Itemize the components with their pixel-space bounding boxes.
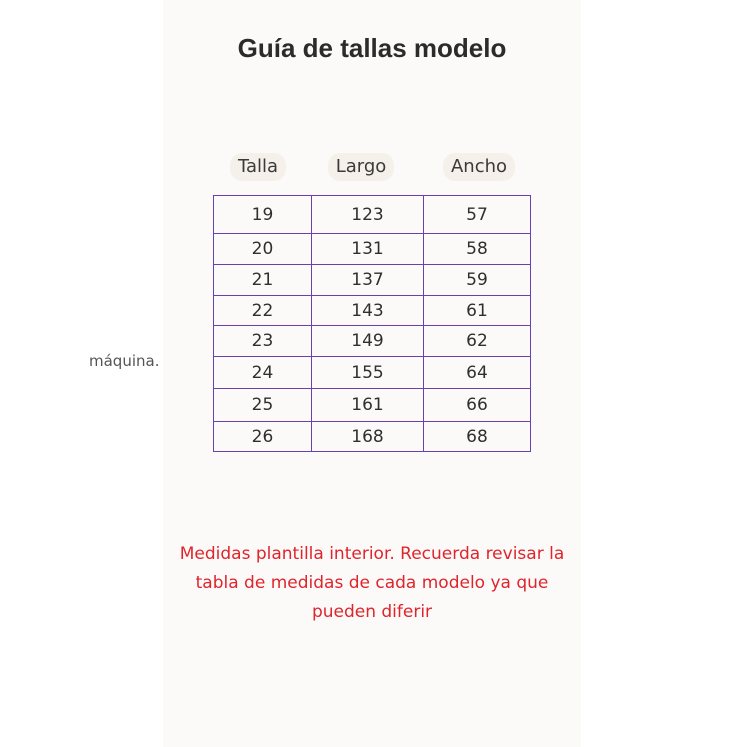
cell-largo: 143 [312, 296, 424, 326]
cell-largo: 123 [312, 196, 424, 234]
table-row [214, 234, 531, 265]
table-row [214, 196, 531, 234]
cell-ancho: 58 [424, 234, 531, 265]
cell-largo: 149 [312, 326, 424, 357]
cell-ancho: 62 [424, 326, 531, 357]
cell-largo: 168 [312, 422, 424, 452]
cell-talla: 19 [214, 196, 312, 234]
notice-line: pueden diferir [311, 602, 433, 622]
cell-ancho: 57 [424, 196, 531, 234]
notice-line: Medidas plantilla interior. Recuerda revisar la [179, 544, 565, 564]
notice-line: tabla de medidas de cada modelo ya que [195, 573, 549, 593]
cell-talla: 24 [214, 357, 312, 389]
column-header-ancho: Ancho [443, 153, 515, 181]
cell-ancho: 64 [424, 357, 531, 389]
side-note: máquina. [89, 352, 160, 370]
cell-largo: 155 [312, 357, 424, 389]
column-header-largo: Largo [328, 153, 394, 181]
table-row [214, 389, 531, 422]
size-notice [163, 540, 581, 627]
cell-talla: 23 [214, 326, 312, 357]
cell-largo: 137 [312, 265, 424, 296]
page-title: Guía de tallas modelo [237, 33, 507, 63]
cell-ancho: 61 [424, 296, 531, 326]
cell-largo: 161 [312, 389, 424, 422]
cell-talla: 26 [214, 422, 312, 452]
table-row [214, 357, 531, 389]
table-row [214, 422, 531, 452]
table-row [214, 265, 531, 296]
cell-ancho: 68 [424, 422, 531, 452]
cell-talla: 22 [214, 296, 312, 326]
column-header-talla: Talla [230, 153, 286, 181]
cell-ancho: 66 [424, 389, 531, 422]
cell-ancho: 59 [424, 265, 531, 296]
table-row [214, 296, 531, 326]
cell-talla: 21 [214, 265, 312, 296]
size-table [213, 195, 531, 452]
cell-talla: 20 [214, 234, 312, 265]
cell-talla: 25 [214, 389, 312, 422]
table-row [214, 326, 531, 357]
cell-largo: 131 [312, 234, 424, 265]
